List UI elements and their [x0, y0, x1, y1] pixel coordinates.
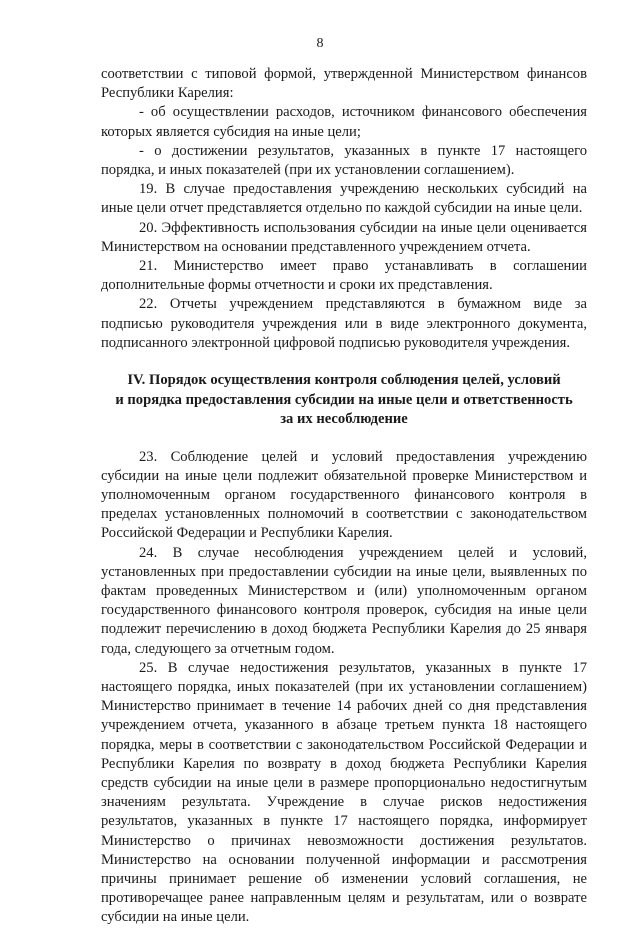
- paragraph-dash-results: - о достижении результатов, указанных в пункте 17 настоящего порядка, и иных показателей (при их установлении соглашением).: [101, 142, 587, 179]
- paragraph-23: 23. Соблюдение целей и условий предоставления учреждению субсидии на иные цели подлежит обязательной проверке Министерством и уполномоченным органом государственного финансового контроля в пределах установленных полномочий в соответствии с законодательством Российской Федерации и Республики Карелия.: [101, 448, 587, 542]
- section-heading-line-1: IV. Порядок осуществления контроля соблюдения целей, условий: [127, 372, 561, 389]
- section-heading: [101, 371, 587, 430]
- paragraph-19: 19. В случае предоставления учреждению нескольких субсидий на иные цели отчет представляется отдельно по каждой субсидии на иные цели.: [101, 181, 587, 217]
- paragraph-22: 22. Отчеты учреждением представляются в бумажном виде за подписью руководителя учреждения или в виде электронного документа, подписанного электронной цифровой подписью руководителя учреждения.: [101, 296, 587, 351]
- section-heading-line-3: за их несоблюдение: [280, 411, 408, 428]
- paragraph-21: 21. Министерство имеет право устанавливать в соглашении дополнительные формы отчетности и сроки их представления.: [101, 258, 587, 294]
- paragraph-dash-expenses: - об осуществлении расходов, источником финансового обеспечения которых является субсидия на иные цели;: [101, 104, 587, 140]
- document-body: [101, 65, 587, 928]
- paragraph-24: 24. В случае несоблюдения учреждением целей и условий, установленных при предоставлении субсидии на иные цели, выявленных по фактам проведенных Министерством и (или) уполномоченным органом государственного финансового контроля проверок, субсидия на иные цели подлежит перечислению в доход бюджета Республики Карелия до 25 января года, следующего за отчетным годом.: [101, 544, 587, 657]
- section-heading-line-2: и порядка предоставления субсидии на иные цели и ответственность: [115, 391, 573, 408]
- paragraph-continuation: соответствии с типовой формой, утвержденной Министерством финансов Республики Карелия:: [101, 66, 587, 102]
- paragraph-25: 25. В случае недостижения результатов, указанных в пункте 17 настоящего порядка, иных показателей (при их установлении соглашением) Министерство принимает в течение 14 рабочих дней со дня представления учреждением отчета, указанного в абзаце третьем пункта 18 настоящего порядка, меры в соответствии с законодательством Российской Федерации и Республики Карелия по возврату в доход бюджета Республики Карелия средств субсидии на иные цели в размере пропорционально недостигнутым значениям результата. Учреждение в случае рисков недостижения результатов, указанных в пункте 17 настоящего порядка, информирует Министерство о причинах невозможности достижения результатов. Министерство на основании полученной информации и рассмотрения причины принимает решение об изменении условий соглашения, не противоречащее ранее направленным целям и результатам, или о возврате субсидии на иные цели.: [101, 659, 587, 926]
- page-number: 8: [316, 36, 324, 51]
- paragraph-20: 20. Эффективность использования субсидии на иные цели оценивается Министерством на основании представленного учреждением отчета.: [101, 219, 587, 255]
